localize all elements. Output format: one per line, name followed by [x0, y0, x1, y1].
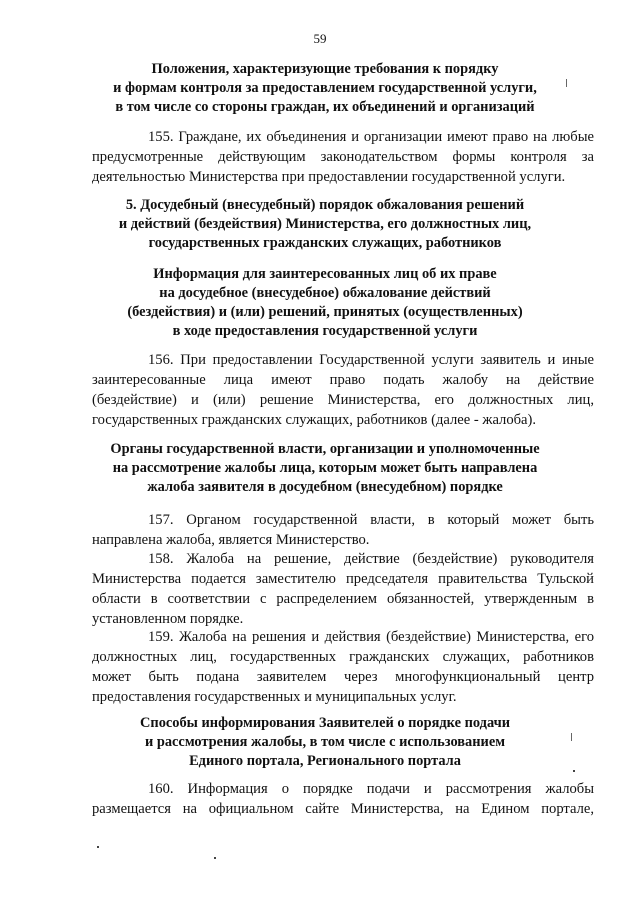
- section-heading-authorities: [60, 440, 590, 497]
- heading-line: жалоба заявителя в досудебном (внесудебном) порядке: [147, 479, 503, 495]
- paragraph-line: государственных гражданских служащих, работников (далее - жалоба).: [92, 412, 537, 428]
- paragraph-line: предоставления государственных и муниципальных услуг.: [92, 689, 457, 705]
- section-heading-appeal: [60, 196, 590, 253]
- paragraph-line: 160. Информация о порядке подачи и рассмотрения жалобы: [148, 781, 594, 797]
- heading-line: (бездействия) и (или) решений, принятых (осуществленных): [127, 304, 523, 320]
- paragraph-line: заинтересованные лица имеют право подать жалобу на действие: [92, 372, 594, 388]
- paragraph-line: 159. Жалоба на решения и действия (бездействие) Министерства, его: [148, 629, 594, 645]
- paragraph-line: области в соответствии с распределением обязанностей, утвержденным в: [92, 591, 594, 607]
- scan-speck: [214, 857, 216, 859]
- heading-line: в том числе со стороны граждан, их объединений и организаций: [115, 99, 535, 115]
- paragraph-line: 158. Жалоба на решение, действие (бездействие) руководителя: [148, 551, 594, 567]
- heading-line: 5. Досудебный (внесудебный) порядок обжалования решений: [125, 197, 525, 213]
- section-heading-informing: [60, 714, 590, 771]
- scan-mark: [571, 733, 572, 741]
- paragraph-158: [92, 549, 594, 629]
- heading-line: Положения, характеризующие требования к порядку: [151, 61, 499, 77]
- paragraph-line: размещается на официальном сайте Министерства, на Едином портале,: [92, 801, 594, 817]
- paragraph-157: [92, 510, 594, 550]
- paragraph-line: установленном порядке.: [92, 611, 244, 627]
- paragraph-line: может быть подана заявителем через многофункциональный центр: [92, 669, 594, 685]
- paragraph-line: направлена жалоба, является Министерство.: [92, 532, 370, 548]
- heading-line: на рассмотрение жалобы лица, которым может быть направлена: [112, 460, 538, 476]
- paragraph-line: 156. При предоставлении Государственной услуги заявитель и иные: [148, 352, 594, 368]
- heading-line: Единого портала, Регионального портала: [189, 753, 461, 769]
- heading-line: и действий (бездействия) Министерства, его должностных лиц,: [118, 216, 532, 232]
- paragraph-line: должностных лиц, государственных гражданских служащих, работников: [92, 649, 594, 665]
- scan-speck: [573, 770, 575, 772]
- paragraph-line: 155. Граждане, их объединения и организации имеют право на любые: [148, 129, 594, 145]
- paragraph-line: деятельностью Министерства при предоставлении государственной услуги.: [92, 169, 566, 185]
- paragraph-160: [92, 779, 594, 819]
- paragraph-line: предусмотренные действующим законодательством формы контроля за: [92, 149, 594, 165]
- heading-line: на досудебное (внесудебное) обжалование действий: [159, 285, 491, 301]
- paragraph-line: Министерства подается заместителю председателя правительства Тульской: [92, 571, 594, 587]
- heading-line: государственных гражданских служащих, работников: [148, 235, 502, 251]
- paragraph-156: [92, 350, 594, 430]
- paragraph-159: [92, 627, 594, 707]
- heading-line: Способы информирования Заявителей о порядке подачи: [140, 715, 510, 731]
- heading-line: Органы государственной власти, организации и уполномоченные: [110, 441, 540, 457]
- section-heading-control: [60, 60, 590, 117]
- paragraph-line: (бездействие) и (или) решение Министерства, его должностных лиц,: [92, 392, 594, 408]
- heading-line: и рассмотрения жалобы, в том числе с использованием: [144, 734, 506, 750]
- heading-line: в ходе предоставления государственной услуги: [172, 323, 478, 339]
- paragraph-line: 157. Органом государственной власти, в который может быть: [148, 512, 594, 528]
- heading-line: Информация для заинтересованных лиц об их праве: [153, 266, 497, 282]
- scan-speck: [97, 846, 99, 848]
- section-heading-info-rights: [60, 265, 590, 341]
- heading-line: и формам контроля за предоставлением государственной услуги,: [113, 80, 537, 96]
- scan-mark: [566, 79, 567, 87]
- page-number: 59: [313, 31, 327, 46]
- paragraph-155: [92, 127, 594, 187]
